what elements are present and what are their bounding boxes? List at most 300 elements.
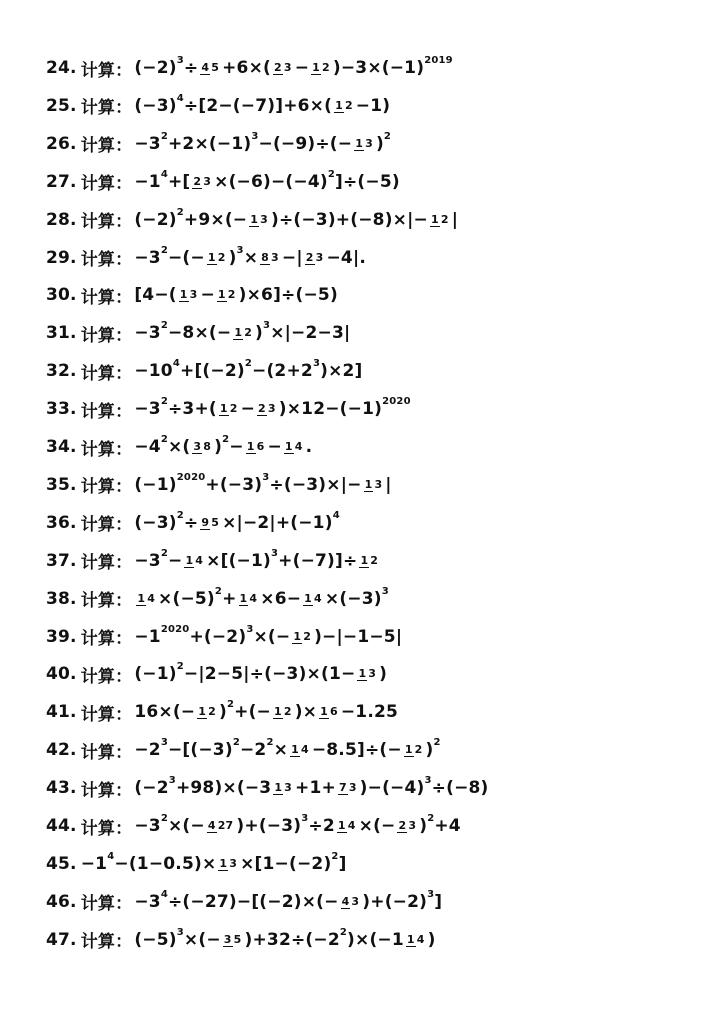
- problem-label: 计算：: [80, 666, 133, 687]
- fraction-numerator: 1: [320, 705, 328, 719]
- fraction-numerator: 1: [293, 629, 302, 643]
- math-expression: −2 $^3$ −[(−3) $^2$ −2 $^2$ × 1 4 −8.5]÷(− 1 2 ) $^2$: [134, 737, 441, 761]
- expression-text: −(1−0.5)×: [114, 853, 217, 874]
- problem-number: 36.: [46, 512, 77, 533]
- fraction-denominator: 2: [322, 61, 330, 74]
- fraction-numerator: 9: [201, 515, 210, 529]
- expression-text: −3: [134, 891, 161, 912]
- problem-26: [46, 126, 391, 162]
- problem-number: 39.: [46, 626, 77, 647]
- problem-label: 计算：: [80, 629, 133, 649]
- fraction-numerator: 1: [219, 856, 228, 870]
- problem-label: 计算：: [80, 818, 133, 839]
- fraction-denominator: 3: [229, 856, 238, 870]
- problem-label: 计算：: [80, 704, 133, 725]
- math-expression: 16×(− 1 2 ) $^2$ +(− 1 2 )× 1 6 −1.25: [134, 699, 399, 723]
- expression-text: −3: [134, 247, 161, 268]
- problem-32: [46, 353, 363, 389]
- fraction-denominator: 3: [368, 667, 377, 681]
- expression-text: ÷(−8): [431, 778, 489, 799]
- fraction-denominator: 8: [203, 440, 212, 453]
- fraction: [257, 403, 277, 415]
- fraction-numerator: 2: [273, 61, 282, 74]
- expression-text: (−2: [134, 778, 169, 799]
- fraction: [338, 782, 358, 794]
- fraction: [334, 100, 354, 112]
- fraction-denominator: 3: [271, 250, 279, 264]
- fraction-denominator: 2: [440, 212, 449, 226]
- expression-text: −[(−3): [167, 740, 233, 761]
- expression-text: ÷3+(: [167, 399, 217, 420]
- expression-text: )−3×(−1): [332, 58, 425, 78]
- math-expression: −1 $^4$ +[ 2 3 ×(−6)−(−4) $^2$ ]÷(−5): [134, 168, 400, 192]
- expression-text: .: [305, 437, 313, 457]
- math-expression: (−3) $^4$ ÷[2−(−7)]+6×( 1 2 −1): [134, 92, 391, 116]
- fraction-denominator: 3: [284, 781, 293, 795]
- expression-text: )−|−1−5|: [314, 626, 403, 647]
- expression-text: −3: [134, 550, 161, 571]
- fraction-denominator: 5: [211, 515, 220, 529]
- expression-text: (−1): [134, 664, 177, 685]
- fraction-denominator: 3: [260, 212, 268, 226]
- expression-text: (−2): [134, 58, 177, 78]
- expression-text: +(−3): [205, 474, 263, 495]
- problem-number: 34.: [46, 437, 77, 457]
- expression-text: +(−2): [189, 626, 247, 647]
- expression-text: )÷(−3)+(−8)×|−: [270, 209, 428, 230]
- expression-text: )+32÷(−2: [244, 929, 340, 950]
- problem-number: 30.: [46, 285, 77, 306]
- fraction-numerator: 1: [312, 61, 321, 74]
- expression-text: ×: [243, 247, 259, 268]
- expression-text: ÷(−3)×|−: [269, 474, 362, 495]
- expression-text: −3: [134, 133, 161, 154]
- expression-text: +6×(: [222, 58, 271, 78]
- fraction: [192, 441, 212, 453]
- fraction: [260, 252, 280, 264]
- expression-text: ]: [338, 853, 347, 874]
- expression-text: ×|−2|+(−1): [222, 512, 333, 533]
- fraction-denominator: 3: [351, 894, 360, 908]
- expression-text: ]÷(−5): [335, 171, 400, 192]
- problem-label: 计算：: [80, 742, 133, 763]
- expression-text: +4: [434, 816, 461, 836]
- problem-30: [46, 277, 338, 313]
- problem-label: 计算：: [80, 60, 133, 81]
- fraction: [184, 555, 204, 567]
- expression-text: −: [167, 550, 183, 571]
- expression-text: ×6−: [260, 588, 302, 609]
- problem-label: 计算：: [80, 287, 133, 308]
- fraction: [273, 782, 293, 794]
- math-expression: −3 $^2$ ×(− 4 27 )+(−3) $^3$ ÷2 1 4 ×(− 2 3 ) $^2$ +4: [134, 813, 461, 836]
- expression-text: ÷2: [308, 816, 335, 836]
- expression-text: ÷[2−(−7)]+6×(: [183, 95, 333, 116]
- math-expression: (−5) $^3$ ×(− 3 5 )+32÷(−2 $^2$ )×(−1 1 4 ): [134, 926, 436, 950]
- expression-text: −|: [281, 247, 303, 268]
- fraction: [357, 668, 377, 680]
- expression-text: ): [214, 437, 223, 457]
- expression-text: ]: [434, 891, 443, 912]
- fraction: [246, 441, 266, 453]
- fraction: [305, 252, 325, 264]
- problem-33: [46, 391, 411, 427]
- fraction-numerator: 1: [273, 705, 282, 719]
- math-expression: −3 $^2$ ÷3+( 1 2 − 2 3 )×12−(−1) $^{2020}$: [134, 396, 411, 420]
- fraction-numerator: 1: [404, 743, 413, 757]
- fraction-numerator: 1: [364, 477, 373, 491]
- fraction: [290, 744, 310, 756]
- fraction-denominator: 4: [347, 819, 356, 832]
- fraction: [354, 138, 374, 150]
- expression-text: −1: [134, 171, 161, 192]
- fraction-denominator: 3: [315, 250, 324, 264]
- math-expression: −3 $^2$ − 1 4 ×[(−1) $^3$ +(−7)]÷ 1 2: [134, 547, 379, 571]
- fraction: [364, 479, 384, 491]
- math-expression: (−2 $^3$ +98)×(−3 1 3 +1+ 7 3 )−(−4) $^3$ ÷(−8): [134, 775, 489, 799]
- expression-text: )×12−(−1): [278, 399, 383, 420]
- problem-37: [46, 543, 381, 579]
- fraction-denominator: 4: [294, 440, 303, 453]
- fraction-numerator: 2: [398, 819, 407, 832]
- fraction-numerator: 1: [274, 781, 283, 795]
- problem-47: [46, 922, 436, 958]
- expression-text: )+(−3): [236, 816, 302, 836]
- problem-number: 41.: [46, 702, 77, 723]
- problem-number: 33.: [46, 399, 77, 420]
- expression-text: −1): [355, 95, 391, 116]
- fraction-numerator: 3: [223, 932, 232, 946]
- fraction-denominator: 2: [283, 705, 292, 719]
- fraction-denominator: 6: [256, 440, 265, 453]
- math-expression: (−1) $^{2020}$ +(−3) $^3$ ÷(−3)×|− 1 3 |: [134, 471, 392, 495]
- fraction-numerator: 3: [193, 440, 202, 453]
- fraction-denominator: 2: [229, 402, 238, 416]
- math-expression: −3 $^2$ −8×(− 1 2 ) $^3$ ×|−2−3|: [134, 320, 351, 344]
- problem-29: [46, 240, 366, 276]
- fraction-numerator: 1: [360, 553, 369, 567]
- expression-text: −8.5]÷(−: [311, 740, 402, 761]
- problem-label: 计算：: [80, 780, 133, 801]
- math-expression: −4 $^2$ ×( 3 8 ) $^2$ − 1 6 − 1 4 .: [134, 434, 313, 457]
- expression-text: +98)×(−3: [175, 778, 272, 799]
- expression-text: −2: [239, 740, 267, 761]
- math-expression: 1 4 ×(−5) $^2$ + 1 4 ×6− 1 4 ×(−3) $^3$: [137, 585, 389, 609]
- fraction-numerator: 1: [355, 136, 364, 150]
- problem-number: 35.: [46, 474, 77, 495]
- expression-text: ): [427, 929, 436, 950]
- problem-28: [46, 202, 458, 238]
- fraction: [397, 820, 417, 832]
- fraction-numerator: 1: [217, 288, 226, 302]
- expression-text: −10: [134, 361, 173, 382]
- fraction-denominator: 2: [208, 705, 216, 719]
- fraction: [179, 289, 199, 301]
- expression-text: +(−7)]÷: [278, 550, 358, 571]
- fraction-denominator: 4: [195, 553, 204, 567]
- fraction-numerator: 1: [291, 743, 299, 757]
- expression-text: ×: [273, 740, 289, 761]
- fraction-denominator: 3: [283, 61, 292, 74]
- fraction: [239, 593, 259, 605]
- expression-text: +[: [167, 171, 191, 192]
- expression-text: ): [379, 664, 388, 685]
- problem-label: 计算：: [80, 439, 133, 460]
- expression-text: [4−(: [134, 285, 177, 306]
- problem-31: [46, 315, 350, 351]
- problem-label: 计算：: [80, 212, 133, 233]
- problem-24: [46, 50, 453, 86]
- fraction-denominator: 4: [416, 932, 425, 946]
- expression-text: −8×(−: [167, 323, 232, 344]
- problem-number: 27.: [46, 171, 77, 192]
- expression-text: +9×(−: [183, 209, 248, 230]
- fraction-numerator: 1: [185, 553, 194, 567]
- expression-text: −1: [134, 626, 161, 647]
- fraction: [273, 62, 293, 74]
- fraction-denominator: 3: [374, 477, 383, 491]
- fraction: [337, 820, 357, 832]
- expression-text: −1.25: [340, 702, 399, 723]
- problem-41: [46, 694, 398, 730]
- fraction: [319, 706, 339, 718]
- problem-label: 计算：: [80, 894, 133, 915]
- fraction-numerator: 1: [430, 212, 439, 226]
- fraction-numerator: 1: [234, 326, 243, 340]
- fraction-numerator: 1: [406, 932, 415, 946]
- fraction: [273, 706, 293, 718]
- fraction: [200, 62, 220, 74]
- problem-label: 计算：: [80, 515, 133, 536]
- problem-number: 45.: [46, 853, 77, 874]
- problem-number: 31.: [46, 323, 77, 344]
- expression-text: −: [267, 437, 282, 457]
- expression-text: ÷: [183, 58, 199, 78]
- expression-text: −: [200, 285, 215, 306]
- fraction-numerator: 2: [258, 402, 266, 416]
- fraction-numerator: 1: [284, 440, 293, 453]
- problem-number: 25.: [46, 95, 77, 116]
- problem-40: [46, 656, 387, 692]
- problem-label: 计算：: [80, 98, 133, 119]
- fraction: [218, 858, 238, 870]
- fraction-denominator: 5: [211, 61, 220, 74]
- expression-text: ×(−: [167, 816, 205, 836]
- fraction-numerator: 1: [179, 288, 188, 302]
- problem-number: 29.: [46, 247, 77, 268]
- expression-text: (−2): [134, 209, 177, 230]
- fraction-denominator: 2: [244, 326, 253, 340]
- expression-text: −3: [134, 323, 161, 344]
- problem-number: 26.: [46, 133, 77, 154]
- fraction-numerator: 1: [239, 591, 248, 605]
- expression-text: (−3): [134, 95, 177, 116]
- fraction-numerator: 4: [201, 61, 210, 74]
- expression-text: −3: [134, 816, 161, 836]
- fraction-denominator: 2: [303, 629, 312, 643]
- fraction: [284, 441, 304, 453]
- problem-43: [46, 770, 489, 806]
- math-expression: −3 $^4$ ÷(−27)−[(−2)×(− 4 3 )+(−2) $^3$ ]: [134, 888, 443, 912]
- problem-number: 37.: [46, 550, 77, 571]
- expression-text: −: [240, 399, 256, 420]
- problem-number: 40.: [46, 664, 77, 685]
- expression-text: ): [425, 740, 434, 761]
- fraction-denominator: 3: [267, 402, 276, 416]
- expression-text: ): [228, 247, 237, 268]
- math-expression: (−1) $^2$ −|2−5|÷(−3)×(1− 1 3 ): [134, 661, 388, 685]
- problem-label: 计算：: [80, 325, 133, 346]
- fraction-denominator: 3: [408, 819, 417, 832]
- problem-46: [46, 884, 442, 920]
- problem-number: 38.: [46, 588, 77, 609]
- fraction-numerator: 2: [305, 250, 314, 264]
- problem-label: 计算：: [80, 363, 133, 384]
- expression-text: (−1): [134, 474, 177, 495]
- problem-42: [46, 732, 441, 768]
- math-expression: −3 $^2$ +2×(−1) $^3$ −(−9)÷(− 1 3 ) $^2$: [134, 130, 392, 154]
- problem-number: 24.: [46, 58, 77, 78]
- fraction-numerator: 2: [193, 174, 202, 188]
- expression-text: −1: [80, 853, 108, 874]
- fraction-denominator: 4: [249, 591, 258, 605]
- expression-text: +: [222, 588, 237, 609]
- expression-text: ×(−: [253, 626, 291, 647]
- fraction-numerator: 1: [337, 819, 346, 832]
- expression-text: −(−: [167, 247, 205, 268]
- problem-number: 44.: [46, 816, 77, 836]
- expression-text: )×6]÷(−5): [238, 285, 338, 306]
- expression-text: )×2]: [320, 361, 363, 382]
- expression-text: |: [385, 474, 392, 495]
- expression-text: )×(−1: [347, 929, 404, 950]
- problem-number: 28.: [46, 209, 77, 230]
- expression-text: ×(−3): [324, 588, 382, 609]
- fraction-numerator: 1: [304, 591, 313, 605]
- fraction-denominator: 27: [217, 819, 234, 832]
- fraction: [207, 252, 227, 264]
- problem-number: 43.: [46, 778, 77, 799]
- fraction: [249, 214, 269, 226]
- expression-text: 16×(−: [134, 702, 196, 723]
- fraction-denominator: 3: [348, 781, 357, 795]
- expression-text: +2×(−1): [167, 133, 252, 154]
- fraction-denominator: 2: [414, 743, 423, 757]
- fraction-denominator: 2: [227, 288, 236, 302]
- fraction: [303, 593, 323, 605]
- problem-label: 计算：: [80, 250, 133, 270]
- fraction: [200, 517, 220, 529]
- problem-label: 计算：: [80, 553, 133, 574]
- expression-text: −4|.: [326, 247, 367, 268]
- problem-35: [46, 467, 392, 503]
- expression-text: ÷: [183, 512, 199, 533]
- expression-text: ×(−6)−(−4): [214, 171, 328, 192]
- expression-text: )×: [294, 702, 318, 723]
- fraction-denominator: 3: [189, 288, 198, 302]
- problem-number: 47.: [46, 929, 77, 950]
- fraction: [207, 820, 235, 832]
- expression-text: +[(−2): [180, 361, 245, 382]
- problem-label: 计算：: [80, 591, 133, 612]
- expression-text: (−3): [134, 512, 177, 533]
- fraction: [311, 62, 331, 74]
- fraction: [406, 934, 426, 946]
- math-expression: −1 $^{2020}$ +(−2) $^3$ ×(− 1 2 )−|−1−5|: [134, 623, 403, 647]
- problem-number: 32.: [46, 361, 77, 382]
- fraction: [341, 896, 361, 908]
- expression-text: −: [294, 58, 310, 78]
- fraction-numerator: 1: [137, 591, 146, 605]
- math-expression: [134, 285, 338, 305]
- expression-text: −: [229, 437, 244, 457]
- problem-39: [46, 619, 402, 655]
- fraction-denominator: 6: [329, 705, 338, 719]
- fraction-numerator: 7: [338, 781, 347, 795]
- problem-45: [46, 846, 347, 882]
- fraction-denominator: 4: [147, 591, 156, 605]
- expression-text: +(−: [234, 702, 271, 723]
- problem-38: [46, 581, 389, 617]
- expression-text: ÷(−27)−[(−2)×(−: [167, 891, 339, 912]
- problem-44: [46, 808, 461, 844]
- fraction: [292, 631, 312, 643]
- expression-text: ): [255, 323, 264, 344]
- fraction-numerator: 4: [207, 819, 216, 832]
- fraction: [219, 403, 239, 415]
- problem-36: [46, 505, 340, 541]
- expression-text: −3: [134, 399, 161, 420]
- fraction: [136, 593, 156, 605]
- math-expression: (−3) $^2$ ÷ 9 5 ×|−2|+(−1) $^4$: [134, 509, 340, 533]
- problem-label: 计算：: [80, 174, 133, 195]
- problem-34: [46, 429, 312, 465]
- expression-text: ×[1−(−2): [240, 853, 332, 874]
- fraction-numerator: 1: [250, 212, 259, 226]
- expression-text: )+(−2): [362, 891, 428, 912]
- fraction: [197, 706, 217, 718]
- expression-text: ): [218, 702, 227, 723]
- expression-text: ): [419, 816, 428, 836]
- fraction-denominator: 3: [203, 174, 212, 188]
- problem-label: 计算：: [80, 477, 133, 498]
- fraction-numerator: 1: [219, 402, 228, 416]
- fraction: [430, 214, 450, 226]
- fraction-denominator: 2: [370, 553, 379, 567]
- fraction-numerator: 1: [207, 250, 216, 264]
- expression-text: ×(−5): [158, 588, 215, 609]
- math-expression: −3 $^2$ −(− 1 2 ) $^3$ × 8 3 −| 2 3 −4|.: [134, 244, 367, 268]
- math-expression: (−2) $^3$ ÷ 4 5 +6×( 2 3 − 1 2 )−3×(−1) $^{2019}$: [134, 55, 453, 78]
- expression-text: −4: [134, 437, 161, 457]
- expression-text: ×(−: [358, 816, 396, 836]
- fraction-denominator: 5: [233, 932, 242, 946]
- fraction: [359, 555, 379, 567]
- fraction-denominator: 2: [217, 250, 226, 264]
- math-expression: −1 $^4$ −(1−0.5)× 1 3 ×[1−(−2) $^2$ ]: [80, 850, 347, 874]
- problem-number: 46.: [46, 891, 77, 912]
- fraction: [217, 289, 237, 301]
- fraction-numerator: 1: [246, 440, 255, 453]
- problem-number: 42.: [46, 740, 77, 761]
- fraction-denominator: 2: [344, 98, 353, 112]
- problem-label: 计算：: [80, 932, 133, 953]
- expression-text: (−5): [134, 929, 177, 950]
- fraction-numerator: 8: [261, 250, 270, 264]
- fraction: [404, 744, 424, 756]
- expression-text: |: [451, 209, 459, 230]
- fraction-numerator: 1: [335, 98, 343, 112]
